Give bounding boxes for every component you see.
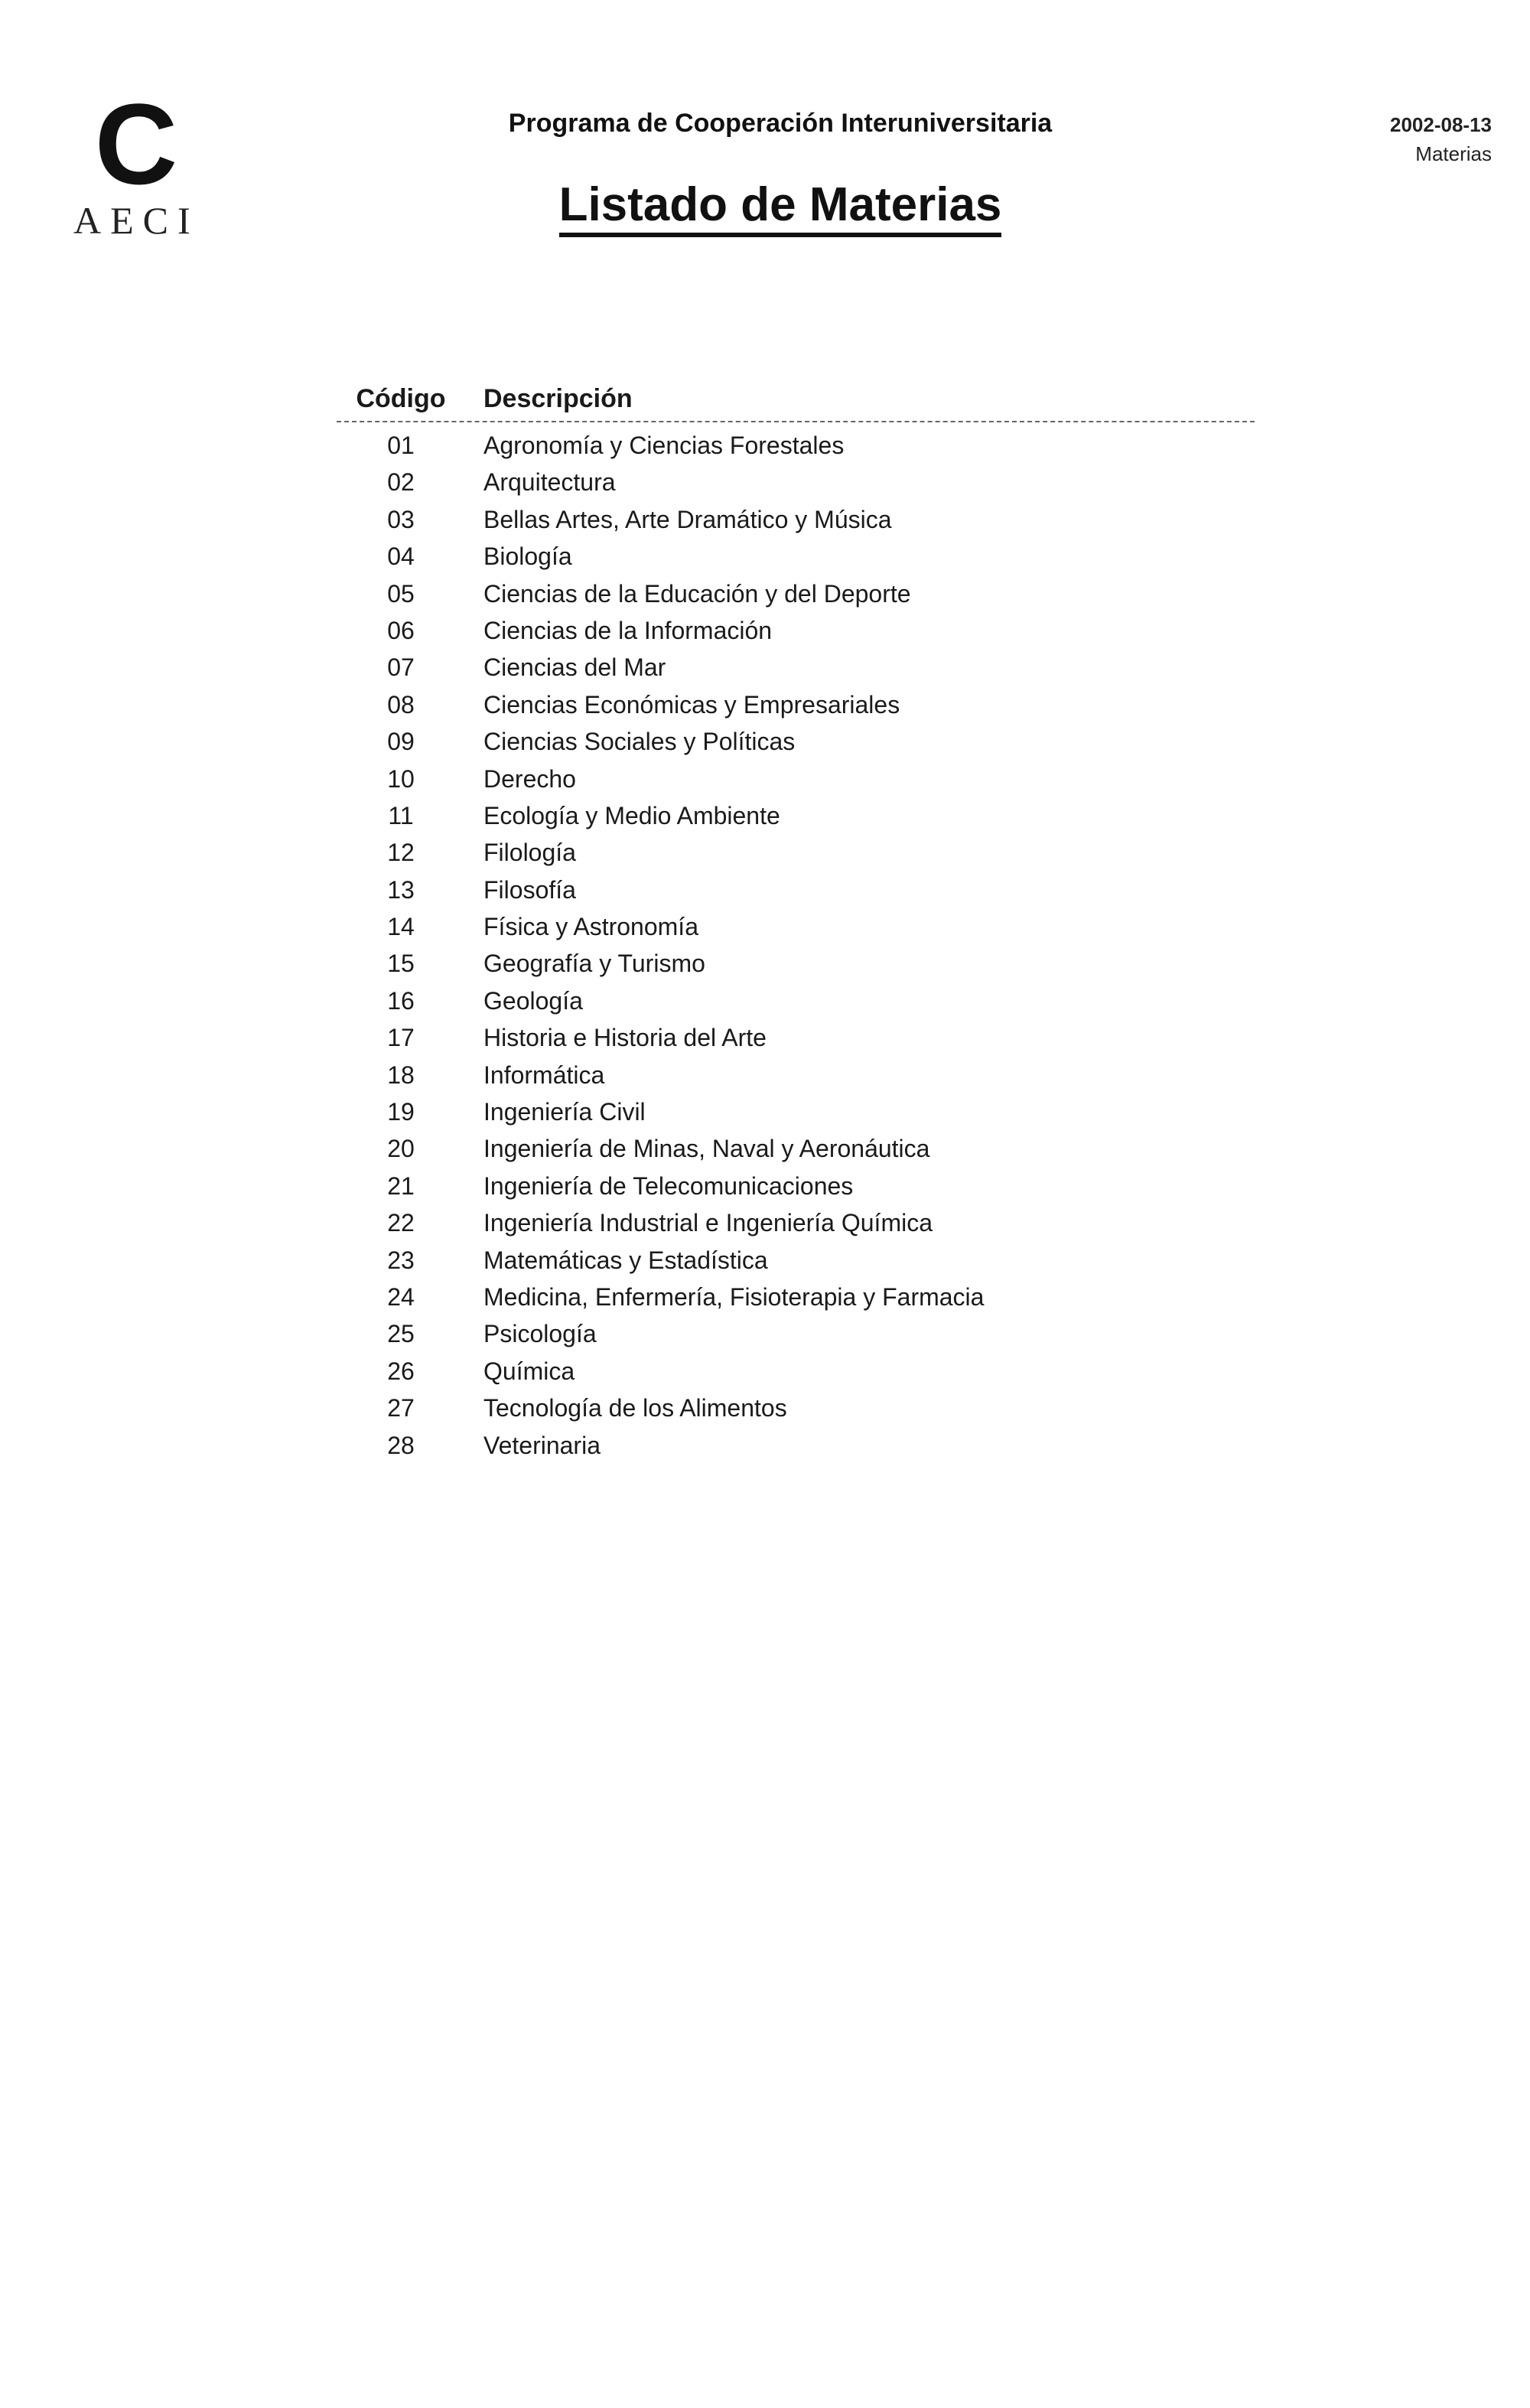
table-row — [337, 1353, 1255, 1390]
table-row — [337, 1427, 1255, 1464]
row-description: Ingeniería Civil — [483, 1098, 646, 1126]
row-description: Ciencias de la Información — [483, 616, 773, 644]
table-row — [337, 649, 1255, 686]
table-row — [337, 1057, 1255, 1093]
row-description: Ingeniería Industrial e Ingeniería Química — [483, 1209, 933, 1237]
row-code: 19 — [387, 1098, 415, 1126]
table-row — [337, 1315, 1255, 1352]
row-description: Física y Astronomía — [483, 913, 698, 941]
row-description: Informática — [483, 1061, 605, 1089]
page-title — [505, 178, 1056, 232]
table-row — [337, 612, 1255, 649]
row-code: 22 — [387, 1209, 415, 1237]
table-row — [337, 1168, 1255, 1204]
row-code: 20 — [387, 1135, 415, 1163]
row-description: Geología — [483, 986, 583, 1015]
row-code: 15 — [387, 950, 415, 978]
table-row — [337, 427, 1255, 464]
table-row — [337, 1279, 1255, 1315]
table-body — [337, 427, 1255, 1464]
table-row — [337, 464, 1255, 500]
header-divider — [337, 421, 1255, 422]
row-description: Filosofía — [483, 875, 576, 904]
row-code: 24 — [387, 1282, 415, 1311]
row-description: Ciencias Económicas y Empresariales — [483, 690, 900, 718]
row-description: Ingeniería de Minas, Naval y Aeronáutica — [483, 1135, 930, 1163]
row-description: Biología — [483, 543, 572, 571]
table-row — [337, 501, 1255, 538]
row-code: 12 — [387, 839, 415, 867]
table-row — [337, 686, 1255, 723]
report-date: 2002-08-13 — [1390, 113, 1492, 136]
row-description: Derecho — [483, 764, 576, 793]
row-description: Veterinaria — [483, 1431, 601, 1459]
table-row — [337, 1093, 1255, 1130]
row-code: 28 — [387, 1431, 415, 1459]
row-code: 14 — [387, 913, 415, 941]
row-code: 17 — [387, 1024, 415, 1052]
row-code: 21 — [387, 1171, 415, 1200]
table-header — [337, 380, 1255, 422]
column-header-description: Descripción — [483, 384, 633, 413]
row-description: Ciencias del Mar — [483, 653, 666, 682]
row-description: Medicina, Enfermería, Fisioterapia y Farmacia — [483, 1282, 985, 1311]
row-code: 04 — [387, 543, 415, 571]
table-row — [337, 945, 1255, 982]
row-code: 05 — [387, 579, 415, 608]
table-row — [337, 834, 1255, 871]
aeci-logo — [73, 80, 200, 242]
row-code: 18 — [387, 1061, 415, 1089]
row-code: 13 — [387, 875, 415, 904]
table-row — [337, 575, 1255, 612]
table-row — [337, 1130, 1255, 1167]
row-code: 25 — [387, 1320, 415, 1348]
table-row — [337, 1242, 1255, 1279]
row-code: 08 — [387, 690, 415, 718]
row-code: 03 — [387, 505, 415, 533]
row-description: Ecología y Medio Ambiente — [483, 801, 780, 829]
row-description: Matemáticas y Estadística — [483, 1246, 768, 1274]
row-code: 11 — [388, 801, 414, 829]
row-code: 09 — [387, 728, 415, 756]
column-header-code: Código — [356, 384, 446, 413]
row-code: 01 — [387, 432, 415, 459]
row-description: Arquitectura — [483, 468, 616, 497]
header-meta — [1390, 112, 1492, 167]
table-row — [337, 908, 1255, 945]
row-description: Ingeniería de Telecomunicaciones — [483, 1171, 854, 1200]
program-title: Programa de Cooperación Interuniversitaria — [508, 109, 1053, 138]
table-row — [337, 982, 1255, 1019]
row-description: Ciencias Sociales y Políticas — [483, 728, 796, 756]
table-row — [337, 1390, 1255, 1426]
page-title-text: Listado de Materias — [559, 178, 1002, 237]
row-code: 02 — [387, 468, 415, 497]
row-code: 23 — [387, 1246, 415, 1274]
table-row — [337, 872, 1255, 908]
row-description: Química — [483, 1357, 575, 1385]
row-description: Filología — [483, 839, 576, 867]
table-row — [337, 1204, 1255, 1241]
row-code: 16 — [387, 986, 415, 1015]
row-code: 26 — [387, 1357, 415, 1385]
row-description: Historia e Historia del Arte — [483, 1024, 767, 1052]
table-row — [337, 538, 1255, 575]
row-description: Ciencias de la Educación y del Deporte — [483, 579, 911, 608]
table-row — [337, 723, 1255, 760]
row-description: Tecnología de los Alimentos — [483, 1394, 787, 1422]
subjects-table — [337, 380, 1255, 1464]
logo-c-icon: C — [94, 80, 178, 208]
row-code: 07 — [387, 653, 415, 682]
table-row — [337, 1019, 1255, 1056]
row-code: 27 — [387, 1394, 415, 1422]
row-description: Geografía y Turismo — [483, 950, 705, 978]
report-section: Materias — [1415, 142, 1492, 165]
table-row — [337, 797, 1255, 834]
logo-text: AECI — [73, 199, 200, 242]
table-row — [337, 761, 1255, 797]
row-code: 10 — [387, 764, 415, 793]
row-description: Psicología — [483, 1320, 597, 1348]
row-description: Agronomía y Ciencias Forestales — [483, 432, 845, 459]
row-code: 06 — [387, 616, 415, 644]
row-description: Bellas Artes, Arte Dramático y Música — [483, 505, 892, 533]
